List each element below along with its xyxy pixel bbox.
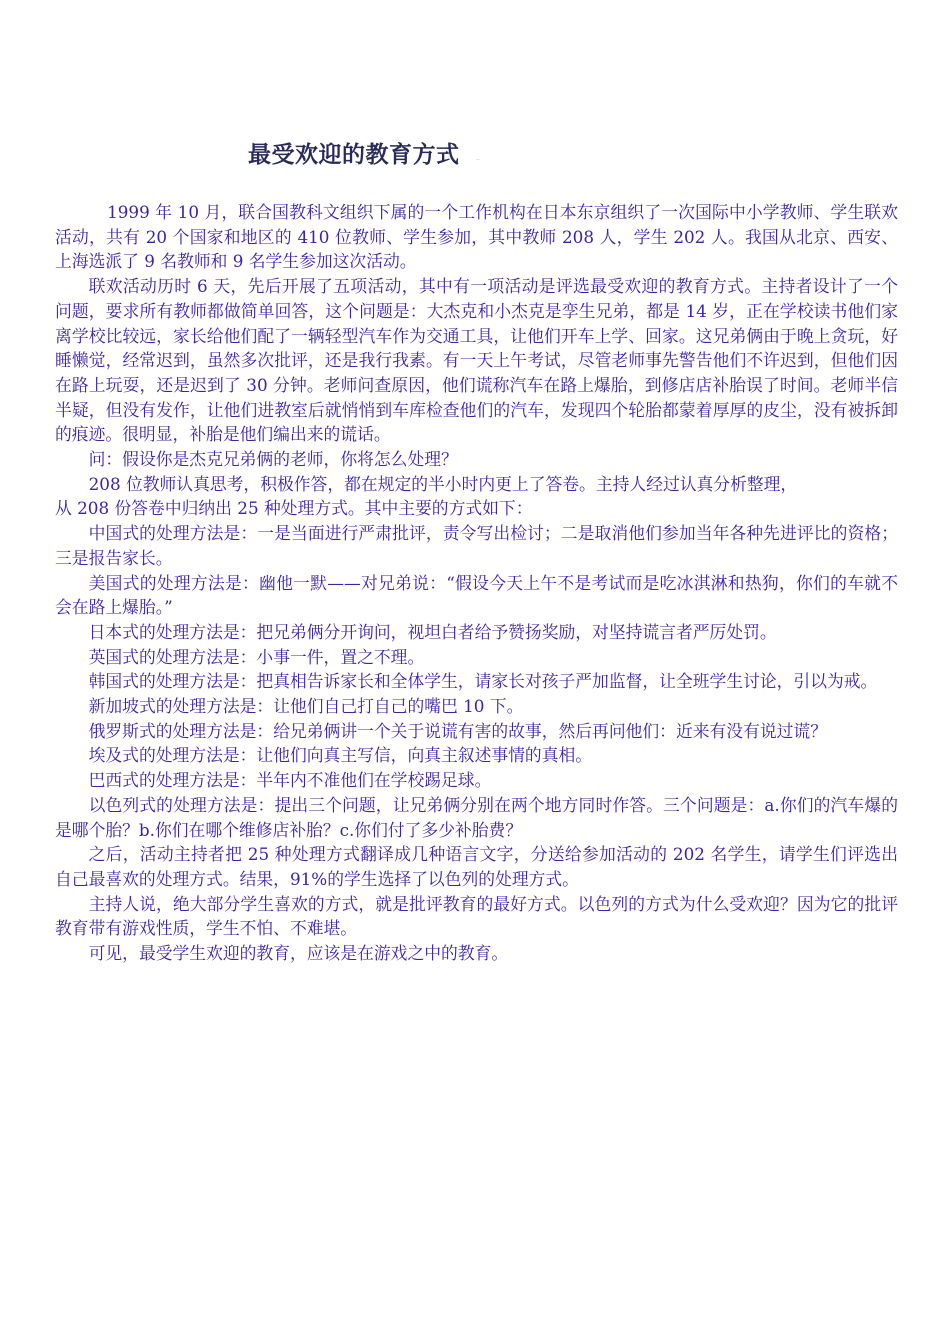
paragraph-answers-continued: 从 208 份答卷中归纳出 25 种处理方式。其中主要的方式如下： — [55, 498, 533, 519]
paragraph-story: 联欢活动历时 6 天，先后开展了五项活动，其中有一项活动是评选最受欢迎的教育方式。主持者设计了一个问题，要求所有教师都做简单回答，这个问题是：大杰克和小杰克是孪生兄弟，都是 14 岁，正在学校读书他们家离学校比较远，家长给他们配了一辆轻型汽车作为交通工具，让他们开车上学、回家。这兄弟俩由于晚上贪玩，好睡懒觉，经常迟到，虽然多次批评，还是我行我素。有一天上午考试，尽管老师事先警告他们不许迟到，但他们因在路上玩耍，还是迟到了 30 分钟。老师问查原因，他们谎称汽车在路上爆胎，到修店店补胎误了时间。老师半信半疑，但没有发作，让他们进教室后就悄悄到车库检查他们的汽车，发现四个轮胎都蒙着厚厚的皮尘，没有被拆卸的痕迹。很明显，补胎是他们编出来的谎话。 — [55, 276, 898, 445]
paragraph-russia: 俄罗斯式的处理方法是：给兄弟俩讲一个关于说谎有害的故事，然后再问他们：近来有没有说过谎？ — [88, 720, 827, 741]
paragraph-result: 之后，活动主持者把 25 种处理方式翻译成几种语言文字，分送给参加活动的 202 名学生，请学生们评选出自己最喜欢的处理方式。结果，91%的学生选择了以色列的处理方式。 — [55, 844, 898, 889]
title-mark: .. — [476, 155, 480, 162]
paragraph-conclusion: 可见，最受学生欢迎的教育，应该是在游戏之中的教育。 — [88, 943, 509, 964]
paragraph-brazil: 巴西式的处理方法是：半年内不准他们在学校踢足球。 — [88, 770, 492, 791]
paragraph-israel: 以色列式的处理方法是：提出三个问题，让兄弟俩分别在两个地方同时作答。三个问题是：a.你们的汽车爆的是哪个胎？b.你们在哪个维修店补胎？c.你们付了多少补胎费？ — [55, 794, 898, 840]
paragraph-china: 中国式的处理方法是：一是当面进行严肃批评，责令写出检讨；二是取消他们参加当年各种先进评比的资格；三是报告家长。 — [55, 523, 898, 568]
paragraph-usa: 美国式的处理方法是：幽他一默——对兄弟说：“假设今天上午不是考试而是吃冰淇淋和热狗，你们的车就不会在路上爆胎。” — [55, 572, 898, 618]
paragraph-japan: 日本式的处理方法是：把兄弟俩分开询问，视坦白者给予赞扬奖励，对坚持谎言者严厉处罚。 — [88, 621, 777, 642]
paragraph-intro: 1999 年 10 月，联合国教科文组织下属的一个工作机构在日本东京组织了一次国际中小学教师、学生联欢活动，共有 20 个国家和地区的 410 位教师、学生参加，其中教师 208 人，学生 202 人。我国从北京、西安、上海选派了 9 名教师和 9 名学生参加这次活动。 — [55, 202, 898, 272]
paragraph-answers: 208 位教师认真思考，积极作答，都在规定的半小时内更上了答卷。主持人经过认真分析整理， — [88, 473, 798, 494]
paragraph-egypt: 埃及式的处理方法是：让他们向真主写信，向真主叙述事情的真相。 — [88, 745, 593, 766]
paragraph-korea: 韩国式的处理方法是：把真相告诉家长和全体学生，请家长对孩子严加监督，让全班学生讨论，引以为戒。 — [88, 671, 878, 692]
paragraph-host-comment: 主持人说，绝大部分学生喜欢的方式，就是批评教育的最好方式。以色列的方式为什么受欢迎？因为它的批评教育带有游戏性质，学生不怕、不难堪。 — [55, 893, 898, 939]
document-body — [55, 200, 898, 966]
paragraph-uk: 英国式的处理方法是：小事一件，置之不理。 — [88, 646, 425, 667]
paragraph-singapore: 新加坡式的处理方法是：让他们自己打自己的嘴巴 10 下。 — [88, 696, 524, 717]
paragraph-question: 问：假设你是杰克兄弟俩的老师，你将怎么处理？ — [88, 449, 458, 470]
document-title: 最受欢迎的教育方式 — [248, 142, 460, 168]
